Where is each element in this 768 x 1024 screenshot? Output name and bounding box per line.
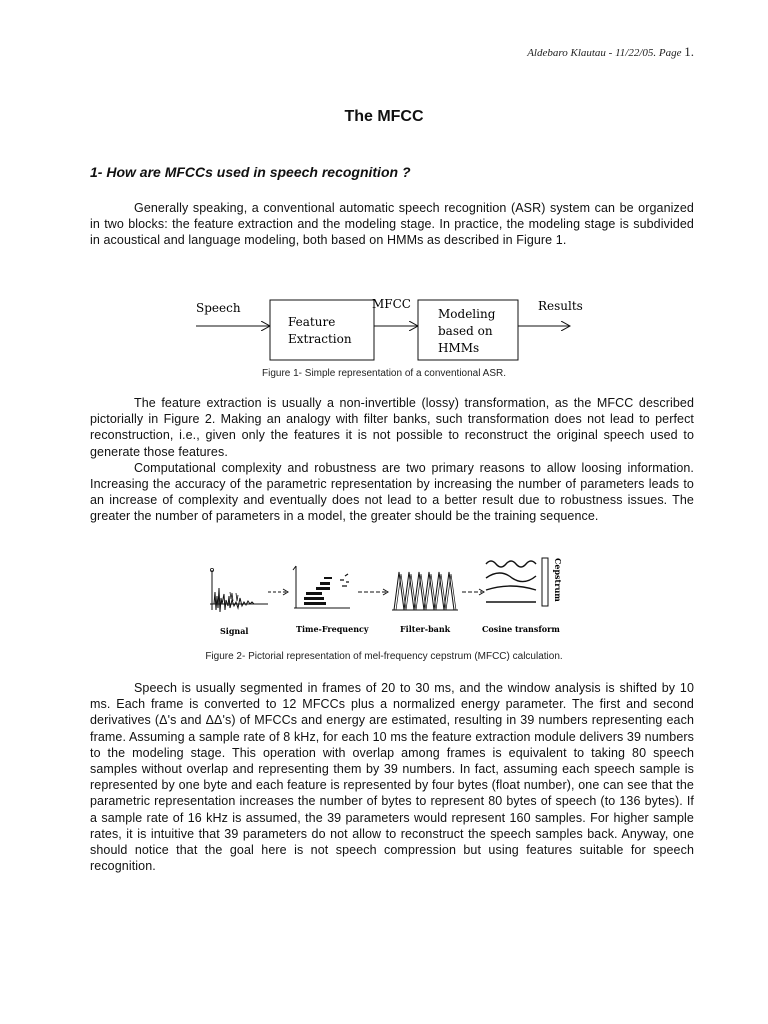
figure-2-caption: Figure 2- Pictorial representation of mel-frequency cepstrum (MFCC) calculation. [205, 651, 563, 662]
label-signal: Signal [220, 626, 249, 636]
figure-1-caption: Figure 1- Simple representation of a conventional ASR. [261, 368, 507, 379]
label-modeling: Modeling [438, 307, 496, 321]
label-filter-bank: Filter-bank [400, 624, 451, 634]
label-feature: Feature [288, 315, 336, 329]
arrow-icon [268, 589, 288, 595]
paragraph-text: Speech is usually segmented in frames of 20 to 30 ms, and the window analysis is shifted by 10 ms. Each frame is converted to 12 MFCCs plus a normalized energy parameter. The first and second derivatives (Δ's and ΔΔ's) of MFCCs and energy are estimated, resulting in 39 numbers representing each frame. Assuming a sample rate of 8 kHz, for each 10 ms the feature extraction module delivers 39 numbers to the modeling stage. This operation with overlap among frames is equivalent to taking 80 speech samples without overlap and representing them by 39 numbers. In fact, assuming each speech sample is represented by one byte and each feature is represented by four bytes (float number), one can see that the parametric representation increases the number of bytes to represent 80 bytes of speech (to 136 bytes). If a sample rate of 16 kHz is assumed, the 39 parameters would represent 160 samples. For higher sample rates, it is intuitive that 39 parameters do not allow to reconstruct the speech samples back. Anyway, one should notice that the goal here is not speech compression but using features suitable for speech recognition. [90, 681, 694, 874]
label-speech: Speech [196, 301, 241, 315]
cosine-transform-plot [486, 558, 548, 606]
figure-2-diagram [200, 552, 572, 642]
paragraph-lossy [90, 395, 694, 525]
time-frequency-plot [293, 566, 350, 608]
page-title: The MFCC [344, 108, 424, 125]
label-mfcc: MFCC [372, 297, 411, 311]
label-cosine-transform: Cosine transform [482, 624, 560, 634]
paragraph-text: Computational complexity and robustness are two primary reasons to allow loosing information. Increasing the accuracy of the parametric representation by increasing the number of parameters leads to an increase of complexity and eventually does not lead to a better result due to robustness issues. The greater the number of parameters in a model, the greater should be the training sequence. [90, 460, 694, 524]
label-time-frequency: Time-Frequency [296, 624, 369, 634]
label-results: Results [538, 299, 583, 313]
label-hmms: HMMs [438, 341, 480, 355]
figure-2 [200, 552, 572, 642]
paragraph-text: Generally speaking, a conventional automatic speech recognition (ASR) system can be organized in two blocks: the feature extraction and the modeling stage. In practice, the modeling stage is subdivided in acoustical and language modeling, both based on HMMs as described in Figure 1. [90, 201, 694, 248]
section-heading: 1- How are MFCCs used in speech recognition ? [90, 164, 411, 180]
page-number: 1. [684, 44, 694, 59]
label-based-on: based on [438, 324, 493, 338]
signal-waveform [210, 568, 268, 612]
arrow-icon [462, 589, 484, 595]
figure-1 [190, 290, 590, 366]
paragraph-text: The feature extraction is usually a non-invertible (lossy) transformation, as the MFCC described pictorially in Figure 2. Making an analogy with filter banks, such transformation does not lead to perfect reconstruction, i.e., given only the features it is not possible to reconstruct the original speech used to generate those features. [90, 396, 694, 459]
filter-bank-plot [392, 572, 458, 610]
label-extraction: Extraction [288, 332, 352, 346]
page-header [527, 44, 694, 60]
label-cepstrum: Cepstrum [553, 558, 563, 602]
arrow-icon [358, 589, 388, 595]
header-text: Aldebaro Klautau - 11/22/05. Page [527, 47, 685, 59]
feature-extraction-box [270, 300, 374, 360]
paragraph-framing [90, 680, 694, 874]
paragraph-intro [90, 200, 694, 249]
figure-1-diagram [190, 290, 590, 366]
